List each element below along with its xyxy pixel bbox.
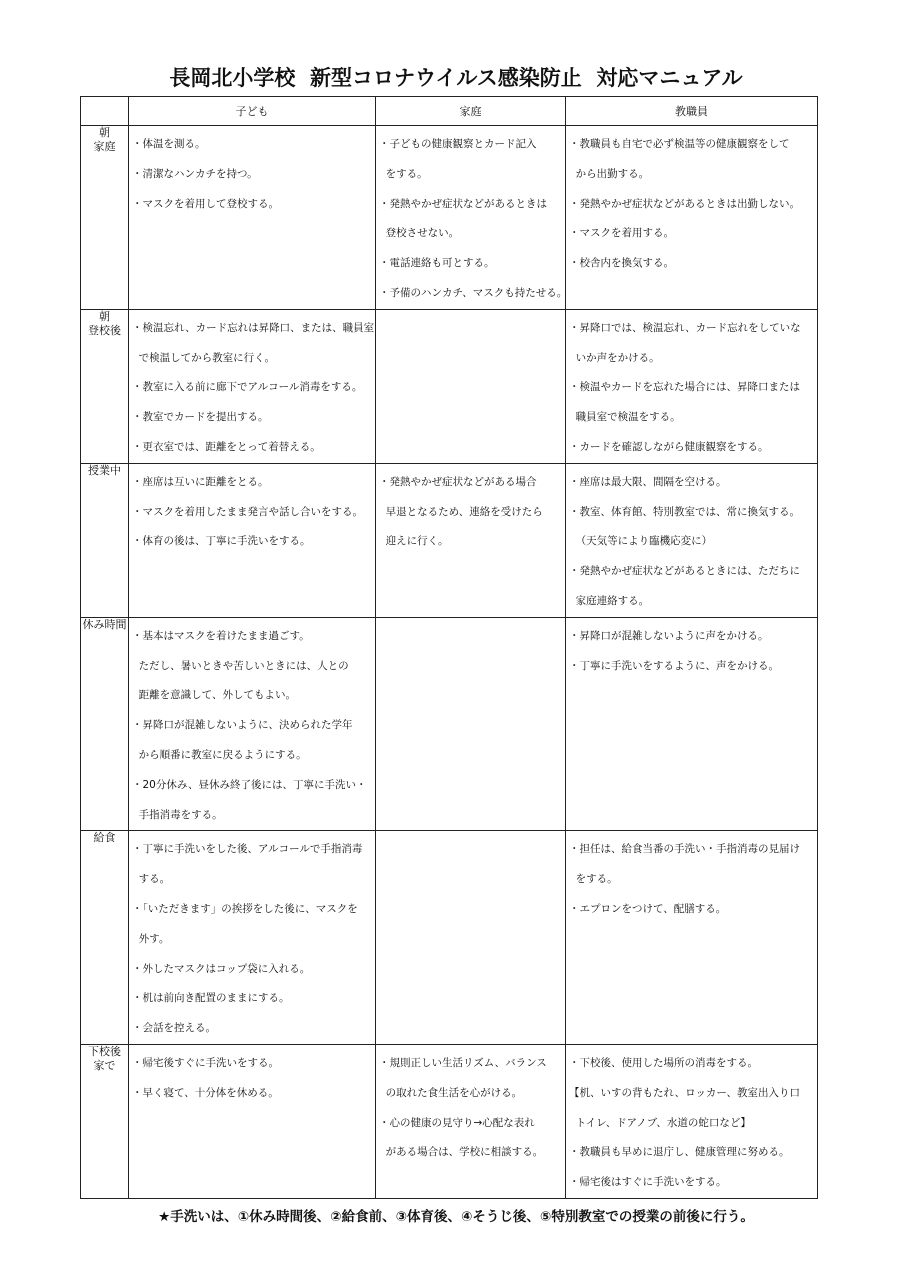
list-item: ・発熱やかぜ症状などがある場合	[379, 475, 537, 488]
list-item: ・更衣室では、距離をとって着替える。	[132, 440, 321, 453]
row-label	[81, 1044, 129, 1198]
header-row	[81, 97, 818, 126]
child-list	[129, 310, 375, 463]
list-item: ・下校後、使用した場所の消毒をする。	[569, 1056, 758, 1069]
list-item: から出勤する。	[569, 167, 650, 180]
table-row	[81, 1044, 818, 1198]
list-item: がある場合は、学校に相談する。	[379, 1146, 544, 1159]
staff-cell	[566, 463, 818, 617]
list-item: いか声をかける。	[569, 351, 660, 364]
child-list	[129, 464, 375, 557]
list-item: ・基本はマスクを着けたまま過ごす。	[132, 629, 310, 642]
child-list	[129, 831, 375, 1044]
home-list	[376, 310, 565, 314]
header-home: 家庭	[376, 97, 566, 126]
list-item: ・心の健康の見守り→心配な表れ	[379, 1116, 535, 1129]
list-item: ・教室、体育館、特別教室では、常に換気する。	[569, 505, 800, 518]
home-list	[376, 831, 565, 835]
home-cell	[376, 617, 566, 831]
home-cell	[376, 309, 566, 463]
row-label-line: 休み時間	[82, 617, 127, 631]
list-item: ・検温やカードを忘れた場合には、昇降口または	[569, 381, 800, 394]
home-list	[376, 618, 565, 622]
child-cell	[129, 309, 376, 463]
home-list	[376, 1045, 565, 1168]
list-item: ・教室に入る前に廊下でアルコール消毒をする。	[132, 381, 363, 394]
row-label	[81, 831, 129, 1045]
table-row	[81, 831, 818, 1045]
list-item: をする。	[379, 167, 428, 180]
list-item: ・体育の後は、丁寧に手洗いをする。	[132, 535, 311, 548]
page-title: 長岡北小学校 新型コロナウイルス感染防止 対応マニュアル	[169, 66, 743, 90]
home-cell	[376, 1044, 566, 1198]
list-item: ・規則正しい生活リズム、バランス	[379, 1056, 547, 1069]
child-cell	[129, 831, 376, 1045]
list-item: ・マスクを着用したまま発言や話し合いをする。	[132, 505, 363, 518]
list-item: ・昇降口が混雑しないように、決められた学年	[132, 719, 353, 732]
list-item: ・教職員も早めに退庁し、健康管理に努める。	[569, 1146, 790, 1159]
list-item: ・外したマスクはコップ袋に入れる。	[132, 962, 311, 975]
list-item: ・発熱やかぜ症状などがあるときには、ただちに	[569, 565, 800, 578]
staff-cell	[566, 831, 818, 1045]
list-item: ・「いただきます」の挨拶をした後に、マスクを	[132, 902, 358, 915]
list-item: の取れた食生活を心がける。	[379, 1086, 523, 1099]
row-label-line: 下校後	[88, 1044, 121, 1058]
list-item: 職員室で検温をする。	[569, 411, 681, 424]
header-staff: 教職員	[566, 97, 818, 126]
staff-cell	[566, 126, 818, 310]
list-item: ・発熱やかぜ症状などがあるときは出勤しない。	[569, 197, 800, 210]
table-row	[81, 617, 818, 831]
child-list	[129, 1045, 375, 1109]
row-label-line: 家で	[93, 1058, 116, 1072]
list-item: ・丁寧に手洗いをするように、声をかける。	[569, 659, 779, 672]
list-item: 家庭連絡する。	[569, 594, 650, 607]
list-item: ただし、暑いときや苦しいときには、人との	[132, 659, 349, 672]
list-item: ・検温忘れ、カード忘れは昇降口、または、職員室	[132, 321, 375, 334]
list-item: ・マスクを着用して登校する。	[132, 197, 279, 210]
list-item: ・早く寝て、十分体を休める。	[132, 1086, 279, 1099]
row-label-line: 給食	[93, 831, 116, 845]
header-child: 子ども	[129, 97, 376, 126]
staff-list	[566, 126, 817, 279]
table-row	[81, 126, 818, 310]
list-item: ・予備のハンカチ、マスクも持たせる。	[379, 286, 568, 299]
list-item: 手指消毒をする。	[132, 808, 223, 821]
row-label-line: 朝	[99, 309, 110, 323]
list-item: ・帰宅後はすぐに手洗いをする。	[569, 1176, 727, 1189]
list-item: 外す。	[132, 932, 170, 945]
staff-cell	[566, 309, 818, 463]
staff-cell	[566, 617, 818, 831]
list-item: ・座席は互いに距離をとる。	[132, 475, 269, 488]
list-item: 【机、いすの背もたれ、ロッカー、教室出入り口	[569, 1086, 800, 1099]
list-item: ・会話を控える。	[132, 1022, 216, 1035]
list-item: から順番に教室に戻るようにする。	[132, 748, 307, 761]
list-item: ・担任は、給食当番の手洗い・手指消毒の見届け	[569, 843, 800, 856]
list-item: 登校させない。	[379, 227, 460, 240]
staff-cell	[566, 1044, 818, 1198]
list-item: ・座席は最大限、間隔を空ける。	[569, 475, 727, 488]
home-cell	[376, 831, 566, 1045]
list-item: 迎えに行く。	[379, 535, 449, 548]
row-label	[81, 309, 129, 463]
row-label-line: 授業中	[88, 463, 121, 477]
list-item: ・電話連絡も可とする。	[379, 257, 495, 270]
home-list	[376, 464, 565, 557]
home-cell	[376, 126, 566, 310]
home-list	[376, 126, 568, 309]
list-item: で検温してから教室に行く。	[132, 351, 275, 364]
child-list	[129, 126, 375, 219]
list-item: ・マスクを着用する。	[569, 227, 674, 240]
list-item: ・校舎内を換気する。	[569, 257, 674, 270]
row-label-line: 登校後	[88, 323, 121, 337]
list-item: ・丁寧に手洗いをした後、アルコールで手指消毒	[132, 843, 363, 856]
list-item: ・机は前向き配置のままにする。	[132, 992, 290, 1005]
row-label-line: 朝	[99, 126, 110, 139]
row-label	[81, 617, 129, 831]
staff-list	[566, 831, 817, 924]
list-item: ・20分休み、昼休み終了後には、丁寧に手洗い・	[132, 778, 367, 791]
staff-list	[566, 310, 817, 463]
header-corner	[81, 97, 129, 126]
handwashing-footnote: ★手洗いは、①休み時間後、②給食前、③体育後、④そうじ後、⑤特別教室での授業の前後に行う。	[158, 1209, 754, 1225]
child-list	[129, 618, 375, 831]
staff-list	[566, 1045, 817, 1198]
list-item: ・昇降口が混雑しないように声をかける。	[569, 629, 769, 642]
list-item: ・子どもの健康観察とカード記入	[379, 138, 537, 150]
child-cell	[129, 1044, 376, 1198]
list-item: ・発熱やかぜ症状などがあるときは	[379, 197, 547, 210]
list-item: （天気等により臨機応変に）	[569, 535, 713, 548]
list-item: ・昇降口では、検温忘れ、カード忘れをしていな	[569, 321, 801, 334]
list-item: ・教職員も自宅で必ず検温等の健康観察をして	[569, 138, 790, 150]
staff-list	[566, 464, 817, 617]
list-item: をする。	[569, 873, 618, 886]
list-item: ・清潔なハンカチを持つ。	[132, 167, 258, 180]
child-cell	[129, 617, 376, 831]
list-item: ・体温を測る。	[132, 138, 206, 150]
row-label-line: 家庭	[93, 140, 116, 153]
table-row	[81, 309, 818, 463]
list-item: ・帰宅後すぐに手洗いをする。	[132, 1056, 279, 1069]
staff-list	[566, 618, 817, 682]
list-item: ・教室でカードを提出する。	[132, 411, 269, 424]
list-item: 距離を意識して、外してもよい。	[132, 689, 296, 702]
list-item: ・エプロンをつけて、配膳する。	[569, 902, 727, 915]
manual-table	[80, 96, 818, 1199]
child-cell	[129, 463, 376, 617]
list-item: 早退となるため、連絡を受けたら	[379, 505, 543, 518]
row-label	[81, 126, 129, 310]
list-item: トイレ、ドアノブ、水道の蛇口など】	[569, 1116, 751, 1129]
list-item: ・カードを確認しながら健康観察をする。	[569, 440, 769, 453]
table-row	[81, 463, 818, 617]
child-cell	[129, 126, 376, 310]
home-cell	[376, 463, 566, 617]
row-label	[81, 463, 129, 617]
list-item: する。	[132, 873, 171, 886]
